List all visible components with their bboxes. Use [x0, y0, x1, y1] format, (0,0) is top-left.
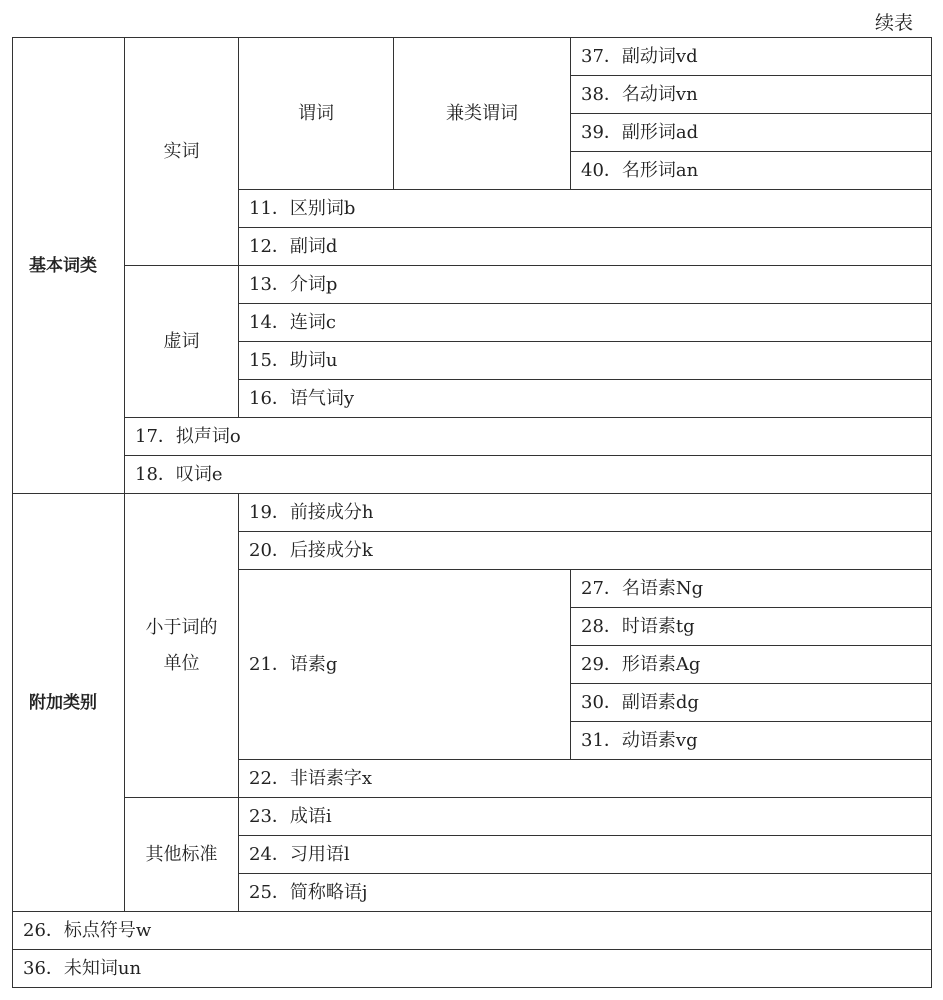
tag-cell: 40．名形词an	[571, 152, 932, 190]
tag-cell: 17．拟声词o	[125, 418, 932, 456]
table-row	[13, 456, 932, 494]
tag-cell: 11．区别词b	[239, 190, 932, 228]
tag-cell: 38．名动词vn	[571, 76, 932, 114]
tag-cell: 19．前接成分h	[239, 494, 932, 532]
tag-cell: 30．副语素dg	[571, 684, 932, 722]
tag-cell: 27．名语素Ng	[571, 570, 932, 608]
tag-cell: 29．形语素Ag	[571, 646, 932, 684]
tag-cell: 15．助词u	[239, 342, 932, 380]
category-basic: 基本词类	[13, 38, 125, 494]
tag-cell: 21．语素g	[239, 570, 571, 760]
tag-cell: 31．动语素vg	[571, 722, 932, 760]
table-row	[13, 494, 932, 532]
tag-cell: 26．标点符号w	[13, 912, 932, 950]
tag-cell: 18．叹词e	[125, 456, 932, 494]
table-row	[13, 912, 932, 950]
category-function-words: 虚词	[125, 266, 239, 418]
tag-cell: 39．副形词ad	[571, 114, 932, 152]
tag-cell: 16．语气词y	[239, 380, 932, 418]
tag-cell: 12．副词d	[239, 228, 932, 266]
table-caption: 续表	[874, 12, 913, 34]
category-content-words: 实词	[125, 38, 239, 266]
tag-cell: 37．副动词vd	[571, 38, 932, 76]
tag-cell: 13．介词p	[239, 266, 932, 304]
tag-cell: 25．简称略语j	[239, 874, 932, 912]
category-additional: 附加类别	[13, 494, 125, 912]
table-row	[13, 418, 932, 456]
tag-cell: 28．时语素tg	[571, 608, 932, 646]
table-row	[13, 266, 932, 304]
tag-cell: 24．习用语l	[239, 836, 932, 874]
tag-cell: 36．未知词un	[13, 950, 932, 988]
tag-cell: 14．连词c	[239, 304, 932, 342]
category-multi-class-predicate: 兼类谓词	[394, 38, 571, 190]
table-row	[13, 38, 932, 76]
tag-cell: 22．非语素字x	[239, 760, 932, 798]
tag-cell: 23．成语i	[239, 798, 932, 836]
pos-tag-table	[12, 37, 932, 988]
category-sub-word-units: 小于词的单位	[125, 494, 239, 798]
table-row	[13, 950, 932, 988]
category-other-standards: 其他标准	[125, 798, 239, 912]
category-predicate: 谓词	[239, 38, 394, 190]
tag-cell: 20．后接成分k	[239, 532, 932, 570]
table-row	[13, 798, 932, 836]
